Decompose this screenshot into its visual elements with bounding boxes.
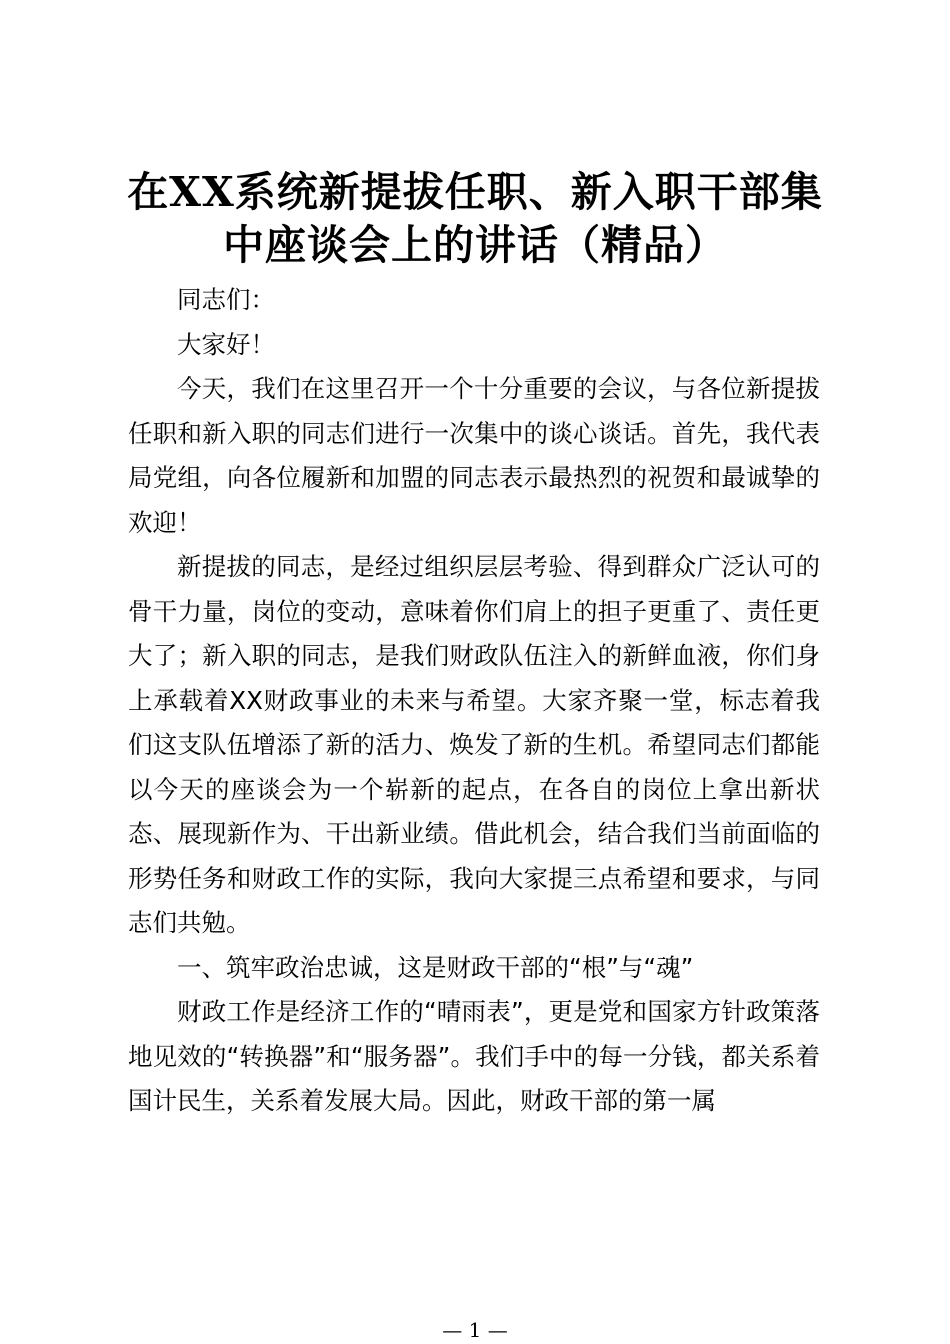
body-paragraph: 今天，我们在这里召开一个十分重要的会议，与各位新提拔任职和新入职的同志们进行一次集中的谈心谈话。首先，我代表局党组，向各位履新和加盟的同志表示最热烈的祝贺和最诚挚的欢迎！	[128, 374, 820, 537]
body-paragraph: 新提拔的同志，是经过组织层层考验、得到群众广泛认可的骨干力量，岗位的变动，意味着你们肩上的担子更重了、责任更大了；新入职的同志，是我们财政队伍注入的新鲜血液，你们身上承载着XX财政事业的未来与希望。大家齐聚一堂，标志着我们这支队伍增添了新的活力、焕发了新的生机。希望同志们都能以今天的座谈会为一个崭新的起点，在各自的岗位上拿出新状态、展现新作为、干出新业绩。借此机会，结合我们当前面临的形势任务和财政工作的实际，我向大家提三点希望和要求，与同志们共勉。	[128, 552, 820, 937]
document-title	[60, 166, 890, 272]
title-line-2: 中座谈会上的讲话（精品）	[223, 221, 727, 269]
title-line-1: 在XX系统新提拔任职、新入职干部集	[127, 168, 823, 216]
document-body	[128, 278, 820, 1124]
salutation: 同志们：	[177, 285, 275, 314]
body-paragraph: 财政工作是经济工作的“晴雨表”，更是党和国家方针政策落地见效的“转换器”和“服务器”。我们手中的每一分钱，都关系着国计民生，关系着发展大局。因此，财政干部的第一属	[128, 997, 820, 1115]
section-heading: 一、筑牢政治忠诚，这是财政干部的“根”与“魂”	[177, 952, 694, 982]
greeting: 大家好！	[177, 329, 275, 359]
page-number: — 1 —	[442, 1318, 508, 1342]
